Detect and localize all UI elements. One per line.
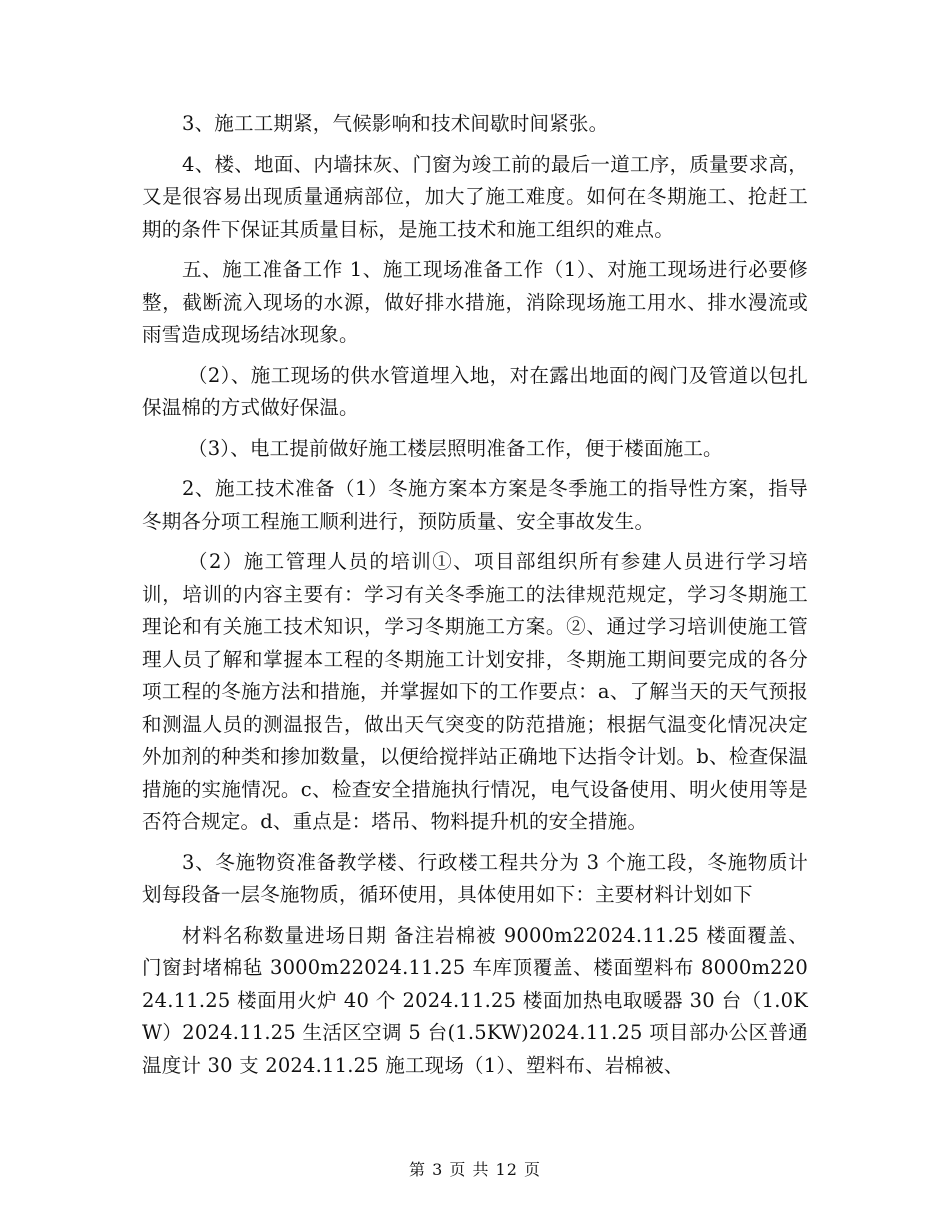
paragraph-water-pipe-insulation: （2）、施工现场的供水管道埋入地，对在露出地面的阀门及管道以包扎保温棉的方式做好保温。 xyxy=(142,363,808,419)
paragraph-material-list: 材料名称数量进场日期 备注岩棉被 9000m22024.11.25 楼面覆盖、门窗封堵棉毡 3000m22024.11.25 车库顶覆盖、楼面塑料布 8000m22024.11.25 楼面用火炉 40 个 2024.11.25 楼面加热电取暖器 30 台（1.0KW）2024.11.25 生活区空调 5 台(1.5KW)2024.11.25 项目部办公区普通温度计 30 支 2024.11.25 施工现场（1）、塑料布、岩棉被、 xyxy=(142,923,808,1077)
document-body xyxy=(142,108,808,1090)
paragraph-technical-preparation: 2、施工技术准备（1）冬施方案本方案是冬季施工的指导性方案，指导冬期各分项工程施工顺利进行，预防质量、安全事故发生。 xyxy=(142,477,808,533)
paragraph-staff-training: （2）施工管理人员的培训①、项目部组织所有参建人员进行学习培训，培训的内容主要有：学习有关冬季施工的法律规范规定，学习冬期施工理论和有关施工技术知识，学习冬期施工方案。②、通过学习培训使施工管理人员了解和掌握本工程的冬期施工计划安排，冬期施工期间要完成的各分项工程的冬施方法和措施，并掌握如下的工作要点：a、了解当天的天气预报和测温人员的测温报告，做出天气突变的防范措施；根据气温变化情况决定外加剂的种类和掺加数量，以便给搅拌站正确地下达指令计划。b、检查保温措施的实施情况。c、检查安全措施执行情况，电气设备使用、明火使用等是否符合规定。d、重点是：塔吊、物料提升机的安全措施。 xyxy=(142,550,808,833)
paragraph-site-preparation: 五、施工准备工作 1、施工现场准备工作（1）、对施工现场进行必要修整，截断流入现场的水源，做好排水措施，消除现场施工用水、排水漫流或雨雪造成现场结冰现象。 xyxy=(142,258,808,346)
paragraph-construction-schedule: 3、施工工期紧，气候影响和技术间歇时间紧张。 xyxy=(182,112,609,135)
paragraph-material-preparation: 3、冬施物资准备教学楼、行政楼工程共分为 3 个施工段，冬施物质计划每段备一层冬施物质，循环使用，具体使用如下：主要材料计划如下 xyxy=(142,850,808,906)
paragraph-floor-wall-quality: 4、楼、地面、内墙抹灰、门窗为竣工前的最后一道工序，质量要求高，又是很容易出现质量通病部位，加大了施工难度。如何在冬期施工、抢赶工期的条件下保证其质量目标，是施工技术和施工组织的难点。 xyxy=(142,152,808,241)
paragraph-electrical-lighting: （3）、电工提前做好施工楼层照明准备工作，便于楼面施工。 xyxy=(188,436,723,460)
page-footer: 第 3 页 共 12 页 xyxy=(409,1160,541,1179)
